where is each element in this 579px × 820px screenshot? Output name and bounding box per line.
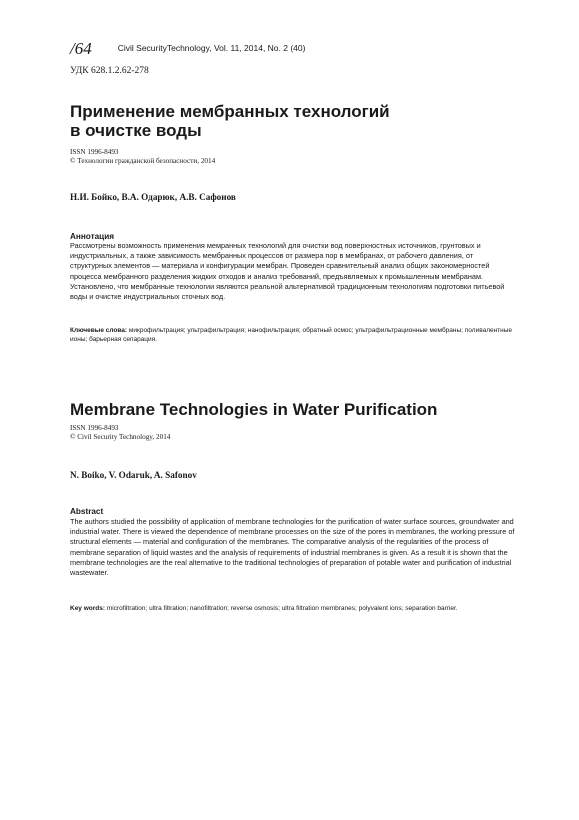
en-keywords-text: microfiltration; ultra filtration; nanofiltration; reverse osmosis; ultra filtration membranes; polyvalent ions; separation barrier.: [105, 605, 458, 612]
en-keywords-label: Key words:: [70, 605, 106, 612]
page-number: /64: [70, 39, 92, 58]
en-issn-block: [70, 424, 170, 442]
ru-keywords-text: микрофильтрация; ультрафильтрация; нанофильтрация; обратный осмос; ультрафильтрационные мембраны; поливалентные ионы; барьерная сепарация.: [70, 327, 513, 343]
ru-keywords: [70, 326, 514, 344]
ru-title-line-1: Применение мембранных технологий: [70, 102, 390, 121]
udc-code: УДК 628.1.2.62-278: [70, 66, 149, 76]
en-abstract-text: The authors studied the possibility of application of membrane technologies for the purification of water surface sources, groundwater and industrial water. There is viewed the dependence of membrane processes on the size of the pores in membranes, the working pressure of structural elements — material and configuration of the membranes. The comparative analysis of the regularities of the process of membrane separation of liquid wastes and the analysis of requirements of industrial membranes is given. As a result it is shown that the membrane technologies are the real alternative to the traditional technologies of preparation of potable water and purification of industrial wastewater.: [70, 517, 515, 578]
en-abstract-heading: Abstract: [70, 507, 104, 516]
en-keywords: [70, 604, 520, 613]
ru-article-title: [70, 102, 490, 140]
ru-title-line-2: в очистке воды: [70, 121, 202, 140]
ru-copyright: © Технологии гражданской безопасности, 2014: [70, 157, 216, 165]
ru-abstract-text: Рассмотрены возможность применения мемранных технологий для очистки вод поверхностных источников, грунтовых и индустриальных, а также зависимость мембранных процессов от размера пор в мембранах, от рабочего давления, от структурных элементов — материала и конфигурации мембран. Проведен сравнительный анализ общих закономерностей процесса мембранного разделения жидких отходов и анализ требований, предъявляемых к промышленным мембранам. Установлено, что мембранные технологии являются реальной альтернативой традиционным технологиям подготовки питьевой воды и очистке индустриальных сточных вод.: [70, 241, 505, 302]
en-issn: ISSN 1996-8493: [70, 424, 119, 432]
journal-citation: Civil SecurityTechnology, Vol. 11, 2014, No. 2 (40): [117, 43, 306, 53]
en-article-title: Membrane Technologies in Water Purification: [70, 400, 438, 419]
ru-issn: ISSN 1996-8493: [70, 148, 119, 156]
ru-keywords-label: Ключевые слова:: [70, 327, 128, 334]
page-header: [70, 39, 305, 59]
ru-issn-block: [70, 148, 215, 166]
ru-abstract-heading: Аннотация: [70, 232, 115, 241]
en-authors: N. Boiko, V. Odaruk, A. Safonov: [70, 470, 197, 480]
en-copyright: © Civil Security Technology, 2014: [70, 433, 171, 441]
ru-authors: Н.И. Бойко, В.А. Одарюк, А.В. Сафонов: [70, 192, 236, 202]
